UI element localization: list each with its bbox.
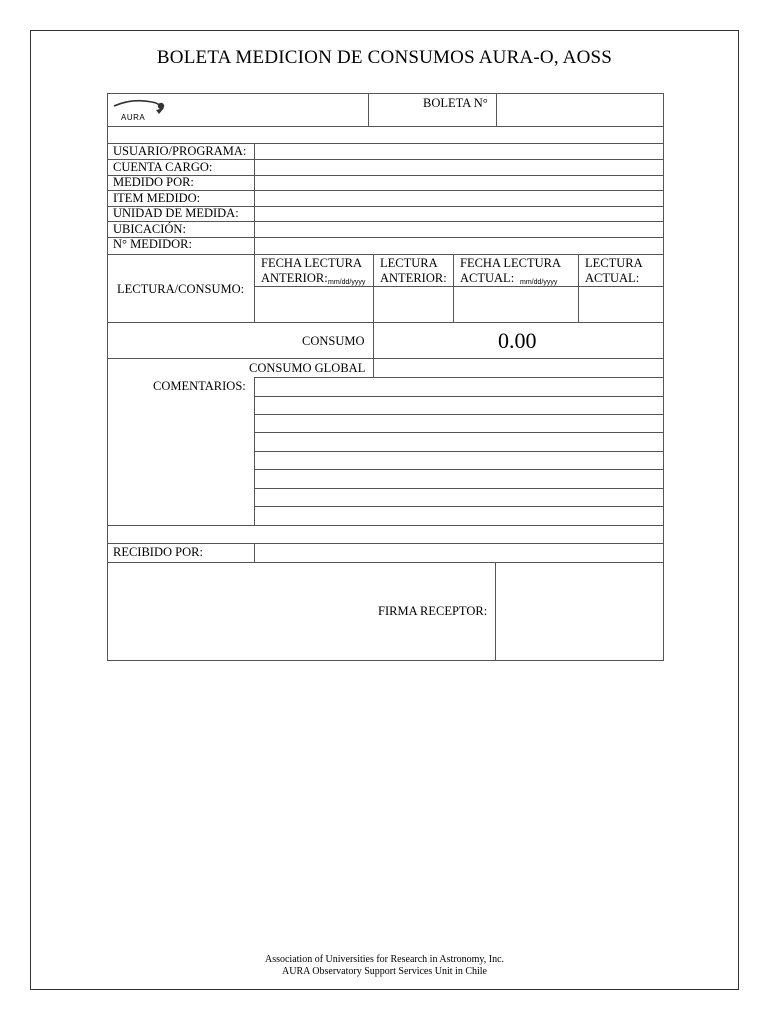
consumo-global-input[interactable] (374, 359, 663, 376)
col3-date-format: mm/dd/yyyy (520, 279, 558, 286)
unidad-input[interactable] (255, 207, 663, 221)
lectura-consumo-label: LECTURA/CONSUMO: (117, 282, 245, 296)
recibido-label: RECIBIDO POR: (113, 545, 203, 559)
item-input[interactable] (255, 191, 663, 205)
medido-input[interactable] (255, 176, 663, 190)
comment-line (254, 432, 664, 433)
form-title: BOLETA MEDICION DE CONSUMOS AURA-O, AOSS (156, 47, 613, 68)
col1-header-line1: FECHA LECTURA (261, 256, 363, 270)
col3-header-line1: FECHA LECTURA (460, 256, 562, 270)
col3-header-line2: ACTUAL: (460, 271, 515, 285)
usuario-input[interactable] (255, 144, 663, 158)
comment-line (254, 414, 664, 415)
field-label-ubicacion: UBICACIÓN: (113, 222, 186, 236)
comment-line (254, 506, 664, 507)
recibido-input[interactable] (255, 544, 663, 561)
lectura-actual-input[interactable] (579, 287, 663, 321)
comment-line (254, 451, 664, 452)
consumo-value: 0.00 (498, 328, 537, 353)
boleta-number-field[interactable] (497, 94, 663, 125)
field-label-cuenta: CUENTA CARGO: (113, 160, 213, 174)
fecha-anterior-input[interactable] (255, 287, 372, 321)
field-label-medidor: N° MEDIDOR: (113, 237, 192, 251)
row-line (107, 322, 664, 323)
footer-line-2: AURA Observatory Support Services Unit in Chile (282, 966, 487, 977)
boleta-label: BOLETA N° (423, 96, 488, 110)
field-label-medido: MEDIDO POR: (113, 175, 194, 189)
comment-line (254, 396, 664, 397)
footer-line-1: Association of Universities for Research in Astronomy, Inc. (264, 954, 505, 965)
field-label-item: ITEM MEDIDO: (113, 191, 201, 205)
row-line (107, 254, 664, 255)
col4-header-line2: ACTUAL: (585, 271, 640, 285)
medidor-input[interactable] (255, 238, 663, 253)
lectura-anterior-input[interactable] (374, 287, 452, 321)
row-line (107, 525, 664, 526)
col1-header-line2: ANTERIOR: (261, 271, 328, 285)
header-divider-1 (368, 93, 369, 126)
field-label-usuario: USUARIO/PROGRAMA: (113, 144, 247, 158)
consumo-label: CONSUMO (302, 334, 365, 348)
row-line (107, 126, 664, 127)
firma-signature-area[interactable] (496, 563, 663, 660)
col1-date-format: mm/dd/yyyy (328, 279, 366, 286)
comment-line (254, 488, 664, 489)
comment-line (254, 469, 664, 470)
consumo-global-label: CONSUMO GLOBAL (249, 361, 366, 375)
ubicacion-input[interactable] (255, 222, 663, 236)
col2-header-line1: LECTURA (380, 256, 438, 270)
fecha-actual-input[interactable] (454, 287, 577, 321)
col4-header-line1: LECTURA (585, 256, 643, 270)
comentarios-label: COMENTARIOS: (153, 379, 246, 393)
field-label-unidad: UNIDAD DE MEDIDA: (113, 206, 239, 220)
logo-text: AURA (121, 113, 146, 122)
firma-label: FIRMA RECEPTOR: (378, 604, 488, 618)
cuenta-input[interactable] (255, 160, 663, 174)
col2-header-line2: ANTERIOR: (380, 271, 447, 285)
